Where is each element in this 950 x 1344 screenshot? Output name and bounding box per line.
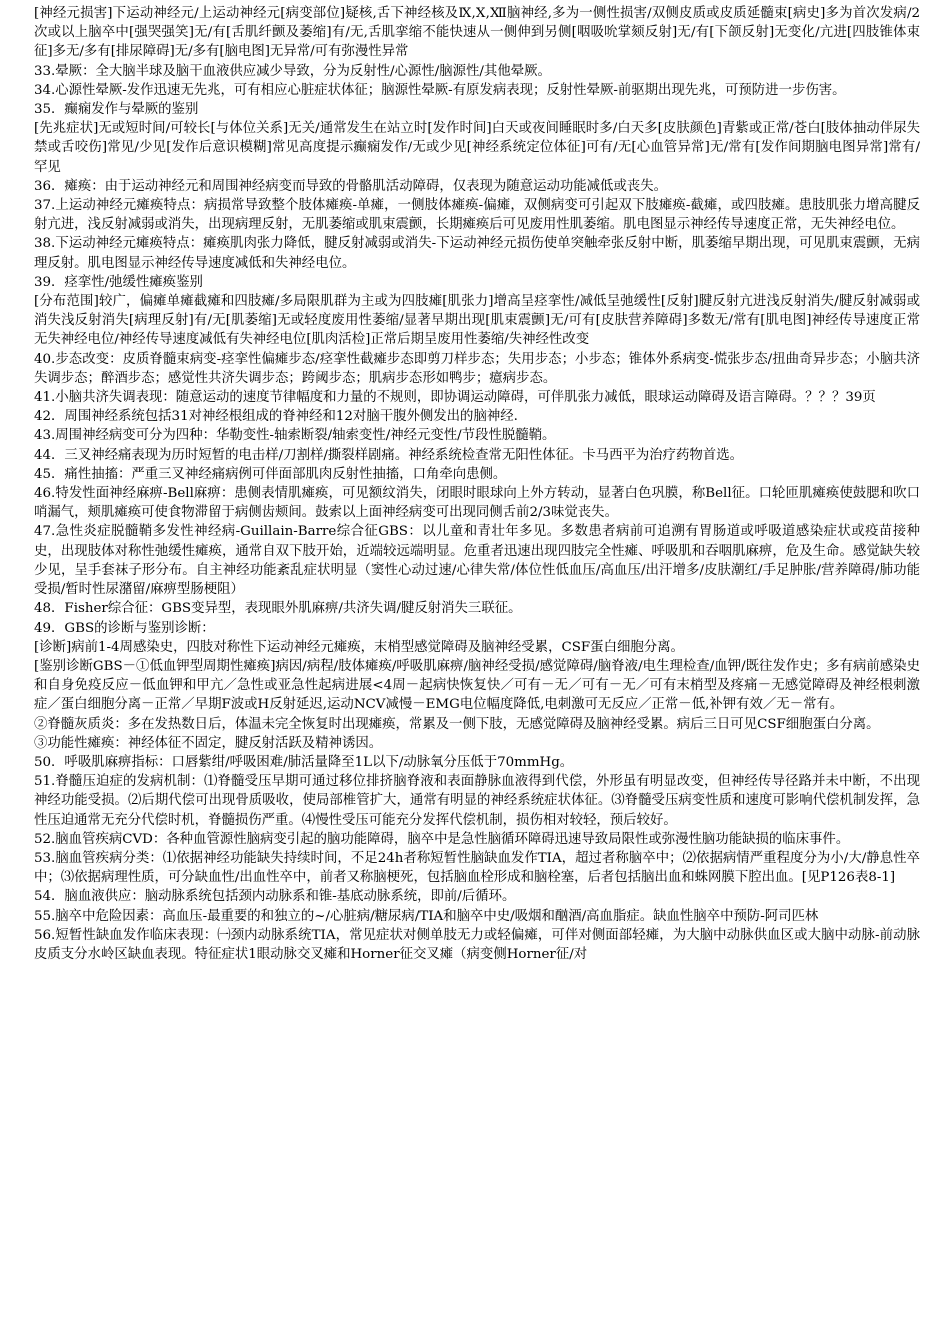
paragraph: [分布范围]较广，偏瘫单瘫截瘫和四肢瘫/多局限肌群为主或为四肢瘫[肌张力]增高呈痉挛性/减低呈弛缓性[反射]腱反射亢进浅反射消失/腱反射减弱或消失浅反射消失[病理反射]有/无[肌萎缩]无或轻度废用性萎缩/显著早期出现[肌束震颤]无/可有[皮肤营养障碍]多数无/常有[肌电图]神经传导速度正常无失神经电位/神经传导速度减低有失神经电位[肌肉活检]正常后期呈废用性萎缩/失神经性改变 xyxy=(34,294,920,348)
paragraph: 36．瘫痪：由于运动神经元和周围神经病变而导致的骨骼肌活动障碍，仅表现为随意运动功能减低或丧失。 xyxy=(34,178,668,194)
paragraph: 34.心源性晕厥-发作迅速无先兆，可有相应心脏症状体征；脑源性晕厥-有原发病表现；反射性晕厥-前驱期出现先兆，可预防进一步伤害。 xyxy=(34,82,846,98)
paragraph: [诊断]病前1-4周感染史，四肢对称性下运动神经元瘫痪，末梢型感觉障碍及脑神经受累，CSF蛋白细胞分离。 xyxy=(34,639,684,655)
paragraph: 45．痛性抽搐：严重三叉神经痛病例可伴面部肌肉反射性抽搐，口角牵向患侧。 xyxy=(34,466,507,482)
paragraph: 55.脑卒中危险因素：高血压-最重要的和独立的~/心脏病/糖尿病/TIA和脑卒中史/吸烟和酗酒/高血脂症。缺血性脑卒中预防-阿司匹林 xyxy=(34,908,819,924)
paragraph: 41.小脑共济失调表现：随意运动的速度节律幅度和力量的不规则，即协调运动障碍，可伴肌张力减低，眼球运动障碍及语言障碍。？？？39页 xyxy=(34,390,876,406)
paragraph: 52.脑血管疾病CVD：各种血管源性脑病变引起的脑功能障碍，脑卒中是急性脑循环障碍迅速导致局限性或弥漫性脑功能缺损的临床事件。 xyxy=(34,831,850,847)
paragraph: 39．痉挛性/弛缓性瘫痪鉴别 xyxy=(34,274,203,290)
paragraph: 37.上运动神经元瘫痪特点：病损常导致整个肢体瘫痪-单瘫，一侧肢体瘫痪-偏瘫，双侧病变可引起双下肢瘫痪-截瘫，或四肢瘫。患肢肌张力增高腱反射亢进，浅反射减弱或消失，出现病理反射，无肌萎缩或肌束震颤，长期瘫痪后可见废用性肌萎缩。肌电图显示神经传导速度正常，无失神经电位。 xyxy=(34,198,920,233)
paragraph: 48．Fisher综合征：GBS变异型，表现眼外肌麻痹/共济失调/腱反射消失三联征。 xyxy=(34,601,522,617)
paragraph: 50．呼吸肌麻痹指标：口唇紫绀/呼吸困难/肺活量降至1L以下/动脉氧分压低于70mmHg。 xyxy=(34,754,574,770)
paragraph: 44．三叉神经痛表现为历时短暂的电击样/刀割样/撕裂样剧痛。神经系统检查常无阳性体征。卡马西平为治疗药物首选。 xyxy=(34,447,743,463)
paragraph: 40.步态改变：皮质脊髓束病变-痉挛性偏瘫步态/痉挛性截瘫步态即剪刀样步态；失用步态；小步态；锥体外系病变-慌张步态/扭曲奇异步态；小脑共济失调步态；醉酒步态；感觉性共济失调步态；跨阈步态；肌病步态形如鸭步；癔病步态。 xyxy=(34,351,920,386)
paragraph: 42．周围神经系统包括31对神经根组成的脊神经和12对脑干腹外侧发出的脑神经. xyxy=(34,409,518,425)
paragraph: ③功能性瘫痪：神经体征不固定，腱反射活跃及精神诱因。 xyxy=(34,735,383,751)
paragraph: 54．脑血液供应：脑动脉系统包括颈内动脉系和锥-基底动脉系统，即前/后循环。 xyxy=(34,889,516,905)
paragraph: [先兆症状]无或短时间/可较长[与体位关系]无关/通常发生在站立时[发作时间]白天或夜间睡眠时多/白天多[皮肤颜色]青紫或正常/苍白[肢体抽动伴尿失禁或舌咬伤]常见/少见[发作后意识模糊]常见高度提示癫痫发作/无或少见[神经系统定位体征]可有/无[心血管异常]无/常有[发作间期脑电图异常]常有/罕见 xyxy=(34,121,920,175)
paragraph: ②脊髓灰质炎：多在发热数日后，体温未完全恢复时出现瘫痪，常累及一侧下肢，无感觉障碍及脑神经受累。病后三日可见CSF细胞蛋白分离。 xyxy=(34,716,880,732)
paragraph: 49．GBS的诊断与鉴别诊断： xyxy=(34,620,215,636)
paragraph: 43.周围神经病变可分为四种：华勒变性-轴索断裂/轴索变性/神经元变性/节段性脱髓鞘。 xyxy=(34,428,556,444)
paragraph: 33.晕厥：全大脑半球及脑干血液供应减少导致，分为反射性/心源性/脑源性/其他晕厥。 xyxy=(34,63,551,79)
paragraph: 38.下运动神经元瘫痪特点：瘫痪肌肉张力降低，腱反射减弱或消失-下运动神经元损伤使单突触牵张反射中断，肌萎缩早期出现，可见肌束震颤，无病理反射。肌电图显示神经传导速度减低和失神经电位。 xyxy=(34,236,920,271)
paragraph: 47.急性炎症脱髓鞘多发性神经病-Guillain-Barre综合征GBS：以儿童和青壮年多见。多数患者病前可追溯有胃肠道或呼吸道感染症状或疫苗接种史，出现肢体对称性弛缓性瘫痪，通常自双下肢开始，近端较远端明显。危重者迅速出现四肢完全性瘫、呼吸肌和吞咽肌麻痹，危及生命。感觉缺失较少见，呈手套袜子形分布。自主神经功能紊乱症状明显（窦性心动过速/心律失常/体位性低血压/高血压/出汗增多/皮肤潮红/手足肿胀/营养障碍/肺功能受损/暂时性尿潴留/麻痹型肠梗阻） xyxy=(34,524,920,598)
paragraph: 46.特发性面神经麻痹-Bell麻痹：患侧表情肌瘫痪，可见额纹消失，闭眼时眼球向上外方转动，显著白色巩膜，称Bell征。口轮匝肌瘫痪使鼓腮和吹口哨漏气，颊肌瘫痪可使食物滞留于病侧齿颊间。鼓索以上面神经病变可出现同侧舌前2/3味觉丧失。 xyxy=(34,486,920,521)
paragraph: 53.脑血管疾病分类：⑴依据神经功能缺失持续时间，不足24h者称短暂性脑缺血发作TIA，超过者称脑卒中；⑵依据病情严重程度分为小/大/静息性卒中；⑶依据病理性质，可分缺血性/出血性卒中，前者又称脑梗死，包括脑血栓形成和脑栓塞，后者包括脑出血和蛛网膜下腔出血。[见P126表8-1] xyxy=(34,850,920,886)
paragraph: 56.短暂性缺血发作临床表现：㈠颈内动脉系统TIA，常见症状对侧单肢无力或轻偏瘫，可伴对侧面部轻瘫，为大脑中动脉供血区或大脑中动脉-前动脉皮质支分水岭区缺血表现。特征症状1眼动脉交叉瘫和Horner征交叉瘫（病变侧Horner征/对 xyxy=(34,927,920,962)
paragraph: 35．癫痫发作与晕厥的鉴别 xyxy=(34,102,199,118)
paragraph: [鉴别诊断GBS－①低血钾型周期性瘫痪]病因/病程/肢体瘫痪/呼吸肌麻痹/脑神经受损/感觉障碍/脑脊液/电生理检查/血钾/既往发作史；多有病前感染史和自身免疫反应－低血钾和甲亢／急性或亚急性起病进展<4周－起病快恢复快／可有－无／可有－无／可有末梢型及疼痛－无感觉障碍及神经根刺激症／蛋白细胞分离－正常／早期F波或H反射延迟,运动NCV减慢－EMG电位幅度降低,电刺激可无反应／正常－低,补钾有效／无－常有。 xyxy=(34,658,920,713)
paragraph: 51.脊髓压迫症的发病机制：⑴脊髓受压早期可通过移位排挤脑脊液和表面静脉血液得到代偿，外形虽有明显改变，但神经传导径路并未中断，不出现神经功能受损。⑵后期代偿可出现骨质吸收，使局部椎管扩大，通常有明显的神经系统症状体征。⑶脊髓受压病变性质和速度可影响代偿机制发挥，急性压迫通常无充分代偿时机，脊髓损伤严重。⑷慢性受压可能充分发挥代偿机制，损伤相对较轻，预后较好。 xyxy=(34,774,920,828)
paragraph: [神经元损害]下运动神经元/上运动神经元[病变部位]疑核,舌下神经核及Ⅸ,Ⅹ,Ⅻ脑神经,多为一侧性损害/双侧皮质或皮质延髓束[病史]多为首次发病/2次或以上脑卒中[强哭强笑]无/有[舌肌纤颤及萎缩]有/无,舌肌挛缩不能快速从一侧伸到另侧[咽吸吮掌颏反射]无/有[下颌反射]无变化/亢进[四肢锥体束征]多无/多有[排尿障碍]无/多有[脑电图]无异常/可有弥漫性异常 xyxy=(34,6,920,60)
